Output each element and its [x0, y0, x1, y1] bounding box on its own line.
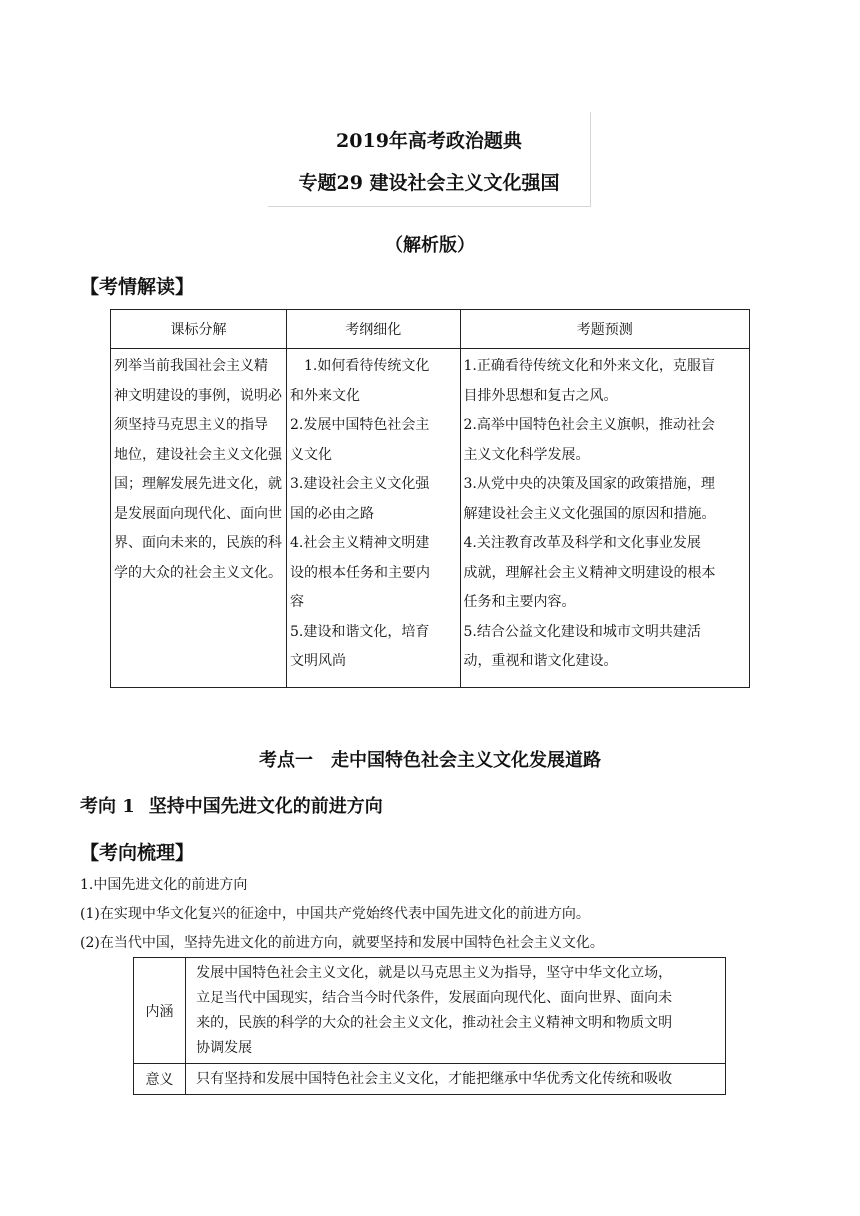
text-line: 4.关注教育改革及科学和文化事业发展 [463, 535, 701, 551]
text-line: 任务和主要内容。 [463, 594, 576, 610]
table-header-row [111, 310, 750, 349]
exam-interpretation-table [110, 309, 750, 688]
text-line: 文明风尚 [289, 653, 346, 669]
document-title: 2019年高考政治题典 [336, 130, 522, 152]
column-header: 课标分解 [111, 310, 287, 349]
row-content [186, 1064, 726, 1095]
table-row [134, 958, 726, 1064]
row-label: 内涵 [134, 958, 186, 1064]
text-line: 来的，民族的科学的大众的社会主义文化，推动社会主义精神文明和物质文明 [196, 1015, 673, 1031]
paragraph-line: 1.中国先进文化的前进方向 [80, 877, 248, 893]
key-point-title: 走中国特色社会主义文化发展道路 [331, 750, 601, 771]
row-label: 意义 [134, 1064, 186, 1095]
text-line: 发展中国特色社会主义文化，就是以马克思主义为指导，坚守中华文化立场， [196, 965, 673, 981]
text-line: 解建设社会主义文化强国的原因和措施。 [463, 505, 716, 522]
key-direction-title: 坚持中国先进文化的前进方向 [148, 796, 383, 817]
table-cell [111, 349, 287, 688]
text-line: 界、面向未来的，民族的科 [114, 535, 282, 551]
text-line: 神文明建设的事例，说明必 [114, 387, 282, 404]
review-heading: 【考向梳理】 [80, 842, 195, 864]
text-line: 主义文化科学发展。 [463, 446, 590, 463]
paragraph-line: (1)在实现中华文化复兴的征途中，中国共产党始终代表中国先进文化的前进方向。 [80, 906, 590, 922]
text-line: 国；理解发展先进文化，就 [114, 476, 282, 492]
topic-title: 专题29 建设社会主义文化强国 [298, 172, 560, 194]
exam-interpretation-heading: 【考情解读】 [80, 276, 195, 298]
table-row [134, 1064, 726, 1095]
text-line: 成就，理解社会主义精神文明建设的根本 [463, 564, 716, 581]
text-line: 设的根本任务和主要内 [289, 564, 430, 581]
table-cell [286, 349, 460, 688]
key-direction-label: 考向 1 [80, 796, 135, 817]
text-line: 2.高举中国特色社会主义旗帜，推动社会 [463, 417, 715, 433]
table-row [111, 349, 750, 688]
content-table [133, 957, 726, 1095]
table-cell [460, 349, 750, 688]
text-line: 1.正确看待传统文化和外来文化，克服盲 [463, 358, 715, 374]
column-header: 考纲细化 [286, 310, 460, 349]
text-line: 2.发展中国特色社会主 [289, 417, 430, 433]
text-line: 义文化 [289, 446, 332, 463]
text-line: 1.如何看待传统文化 [289, 358, 430, 374]
text-line: 3.建设社会主义文化强 [289, 476, 430, 492]
text-line: 动，重视和谐文化建设。 [463, 653, 618, 669]
text-line: 协调发展 [196, 1040, 253, 1056]
text-line: 立足当代中国现实，结合当今时代条件，发展面向现代化、面向世界、面向未 [196, 990, 673, 1006]
text-line: 只有坚持和发展中国特色社会主义文化，才能把继承中华优秀文化传统和吸收 [196, 1071, 673, 1087]
text-line: 3.从党中央的决策及国家的政策措施，理 [463, 476, 715, 492]
text-line: 和外来文化 [289, 387, 360, 404]
text-line: 列举当前我国社会主义精 [114, 358, 268, 374]
text-line: 地位，建设社会主义文化强 [114, 446, 282, 463]
text-line: 是发展面向现代化、面向世 [114, 505, 282, 522]
key-point-label: 考点一 [259, 750, 313, 771]
text-line: 目排外思想和复古之风。 [463, 387, 618, 404]
cell-text [461, 349, 750, 677]
text-line: 容 [289, 594, 304, 610]
text-line: 须坚持马克思主义的指导 [114, 417, 268, 433]
text-line: 5.结合公益文化建设和城市文明共建活 [463, 623, 701, 640]
text-line: 4.社会主义精神文明建 [289, 535, 430, 551]
cell-text [111, 349, 286, 588]
paragraph-line: (2)在当代中国，坚持先进文化的前进方向，就要坚持和发展中国特色社会主义文化。 [80, 935, 604, 951]
key-point-heading [0, 746, 860, 772]
text-line: 国的必由之路 [289, 505, 374, 522]
column-header: 考题预测 [460, 310, 750, 349]
subtitle: （解析版） [385, 235, 475, 256]
text-line: 5.建设和谐文化，培育 [289, 623, 430, 640]
row-content [186, 958, 726, 1064]
title-box [268, 112, 591, 207]
key-direction-heading [80, 792, 383, 818]
cell-text [287, 349, 460, 677]
text-line: 学的大众的社会主义文化。 [114, 564, 282, 581]
